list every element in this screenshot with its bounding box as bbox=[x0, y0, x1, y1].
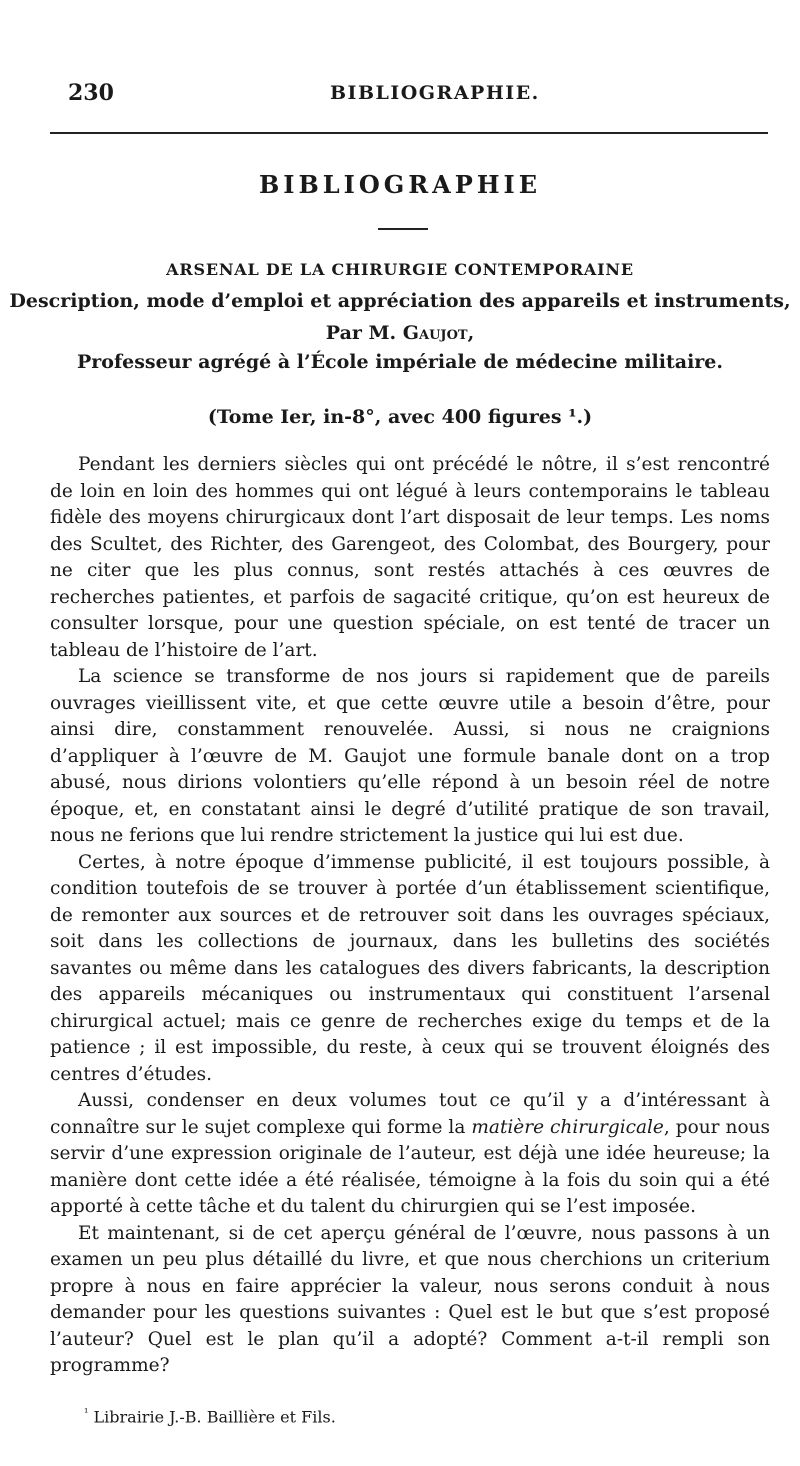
italic-term: matière chirurgicale bbox=[471, 1116, 664, 1138]
paragraph: La science se transforme de nos jours si rapidement que de pareils ouvrages vieillissent vite, et que cette œuvre utile a besoin d’être, pour ainsi dire, constamment renouvelée. Aussi, si nous ne craignions d’appliquer à l’œuvre de M. Gaujot une formule banale dont on a trop abusé, nous dirions volontiers qu’elle répond à un besoin réel de notre époque, et, en constatant ainsi le degré d’utilité pratique de son travail, nous ne ferions que lui rendre strictement la justice qui lui est due. bbox=[50, 666, 770, 846]
author-name: Gaujot, bbox=[402, 322, 475, 344]
review-body bbox=[50, 452, 770, 1380]
reviewed-work-subtitle: Description, mode d’emploi et appréciation des appareils et instruments, bbox=[9, 290, 791, 312]
footnote bbox=[84, 1406, 336, 1426]
page-number: 230 bbox=[68, 80, 114, 106]
paragraph: Et maintenant, si de cet aperçu général de l’œuvre, nous passons à un examen un peu plus détaillé du livre, et que nous cherchions un criterium propre à nous en faire apprécier la valeur, nous serons conduit à nous demander pour les questions suivantes : Quel est le but que s’est proposé l’auteur? Quel est le plan qu’il a adopté? Comment a-t-il rempli son programme? bbox=[50, 1222, 770, 1376]
section-title: BIBLIOGRAPHIE bbox=[258, 170, 542, 199]
footnote-text: Librairie J.-B. Baillière et Fils. bbox=[93, 1407, 336, 1427]
paragraph: Aussi, condenser en deux volumes tout ce qu’il y a d’intéressant à connaître sur le sujet complexe qui forme la matière chirurgicale, pour nous servir d’une expression originale de l’auteur, est déjà une idée heureuse; la manière dont cette idée a été réalisée, témoigne à la fois du soin qui a été apporté à cette tâche et du talent du chirurgien qui se l’est imposée. bbox=[50, 1090, 770, 1217]
running-head bbox=[68, 80, 768, 114]
author-prefix: Par M. bbox=[325, 322, 403, 344]
section-divider bbox=[378, 228, 428, 230]
running-title: BIBLIOGRAPHIE. bbox=[330, 82, 540, 104]
footnote-marker: ¹ bbox=[84, 1406, 89, 1419]
reviewed-work-title: ARSENAL DE LA CHIRURGIE CONTEMPORAINE bbox=[166, 260, 634, 279]
paragraph: Pendant les derniers siècles qui ont précédé le nôtre, il s’est rencontré de loin en loin des hommes qui ont légué à leurs contemporains le tableau fidèle des moyens chirurgicaux dont l’art disposait de leur temps. Les noms des Scultet, des Richter, des Garengeot, des Colombat, des Bourgery, pour ne citer que les plus connus, sont restés attachés à ces œuvres de recherches patientes, et parfois de sagacité critique, qu’on est heureux de consulter lorsque, pour une question spéciale, on est tenté de tracer un tableau de l’histoire de l’art. bbox=[50, 454, 770, 661]
author-line bbox=[0, 322, 800, 344]
paragraph: Certes, à notre époque d’immense publicité, il est toujours possible, à condition toutefois de se trouver à portée d’un établissement scientifique, de remonter aux sources et de retrouver soit dans les ouvrages spéciaux, soit dans les collections de journaux, dans les bulletins des sociétés savantes ou même dans les catalogues des divers fabricants, la description des appareils mécaniques ou instrumentaux qui constituent l’arsenal chirurgical actuel; mais ce genre de recherches exige du temps et de la patience ; il est impossible, du reste, à ceux qui se trouvent éloignés des centres d’études. bbox=[50, 851, 770, 1085]
header-rule bbox=[50, 132, 768, 134]
author-affiliation: Professeur agrégé à l’École impériale de médecine militaire. bbox=[76, 351, 724, 373]
volume-info: (Tome Ier, in-8°, avec 400 figures ¹.) bbox=[207, 406, 593, 428]
